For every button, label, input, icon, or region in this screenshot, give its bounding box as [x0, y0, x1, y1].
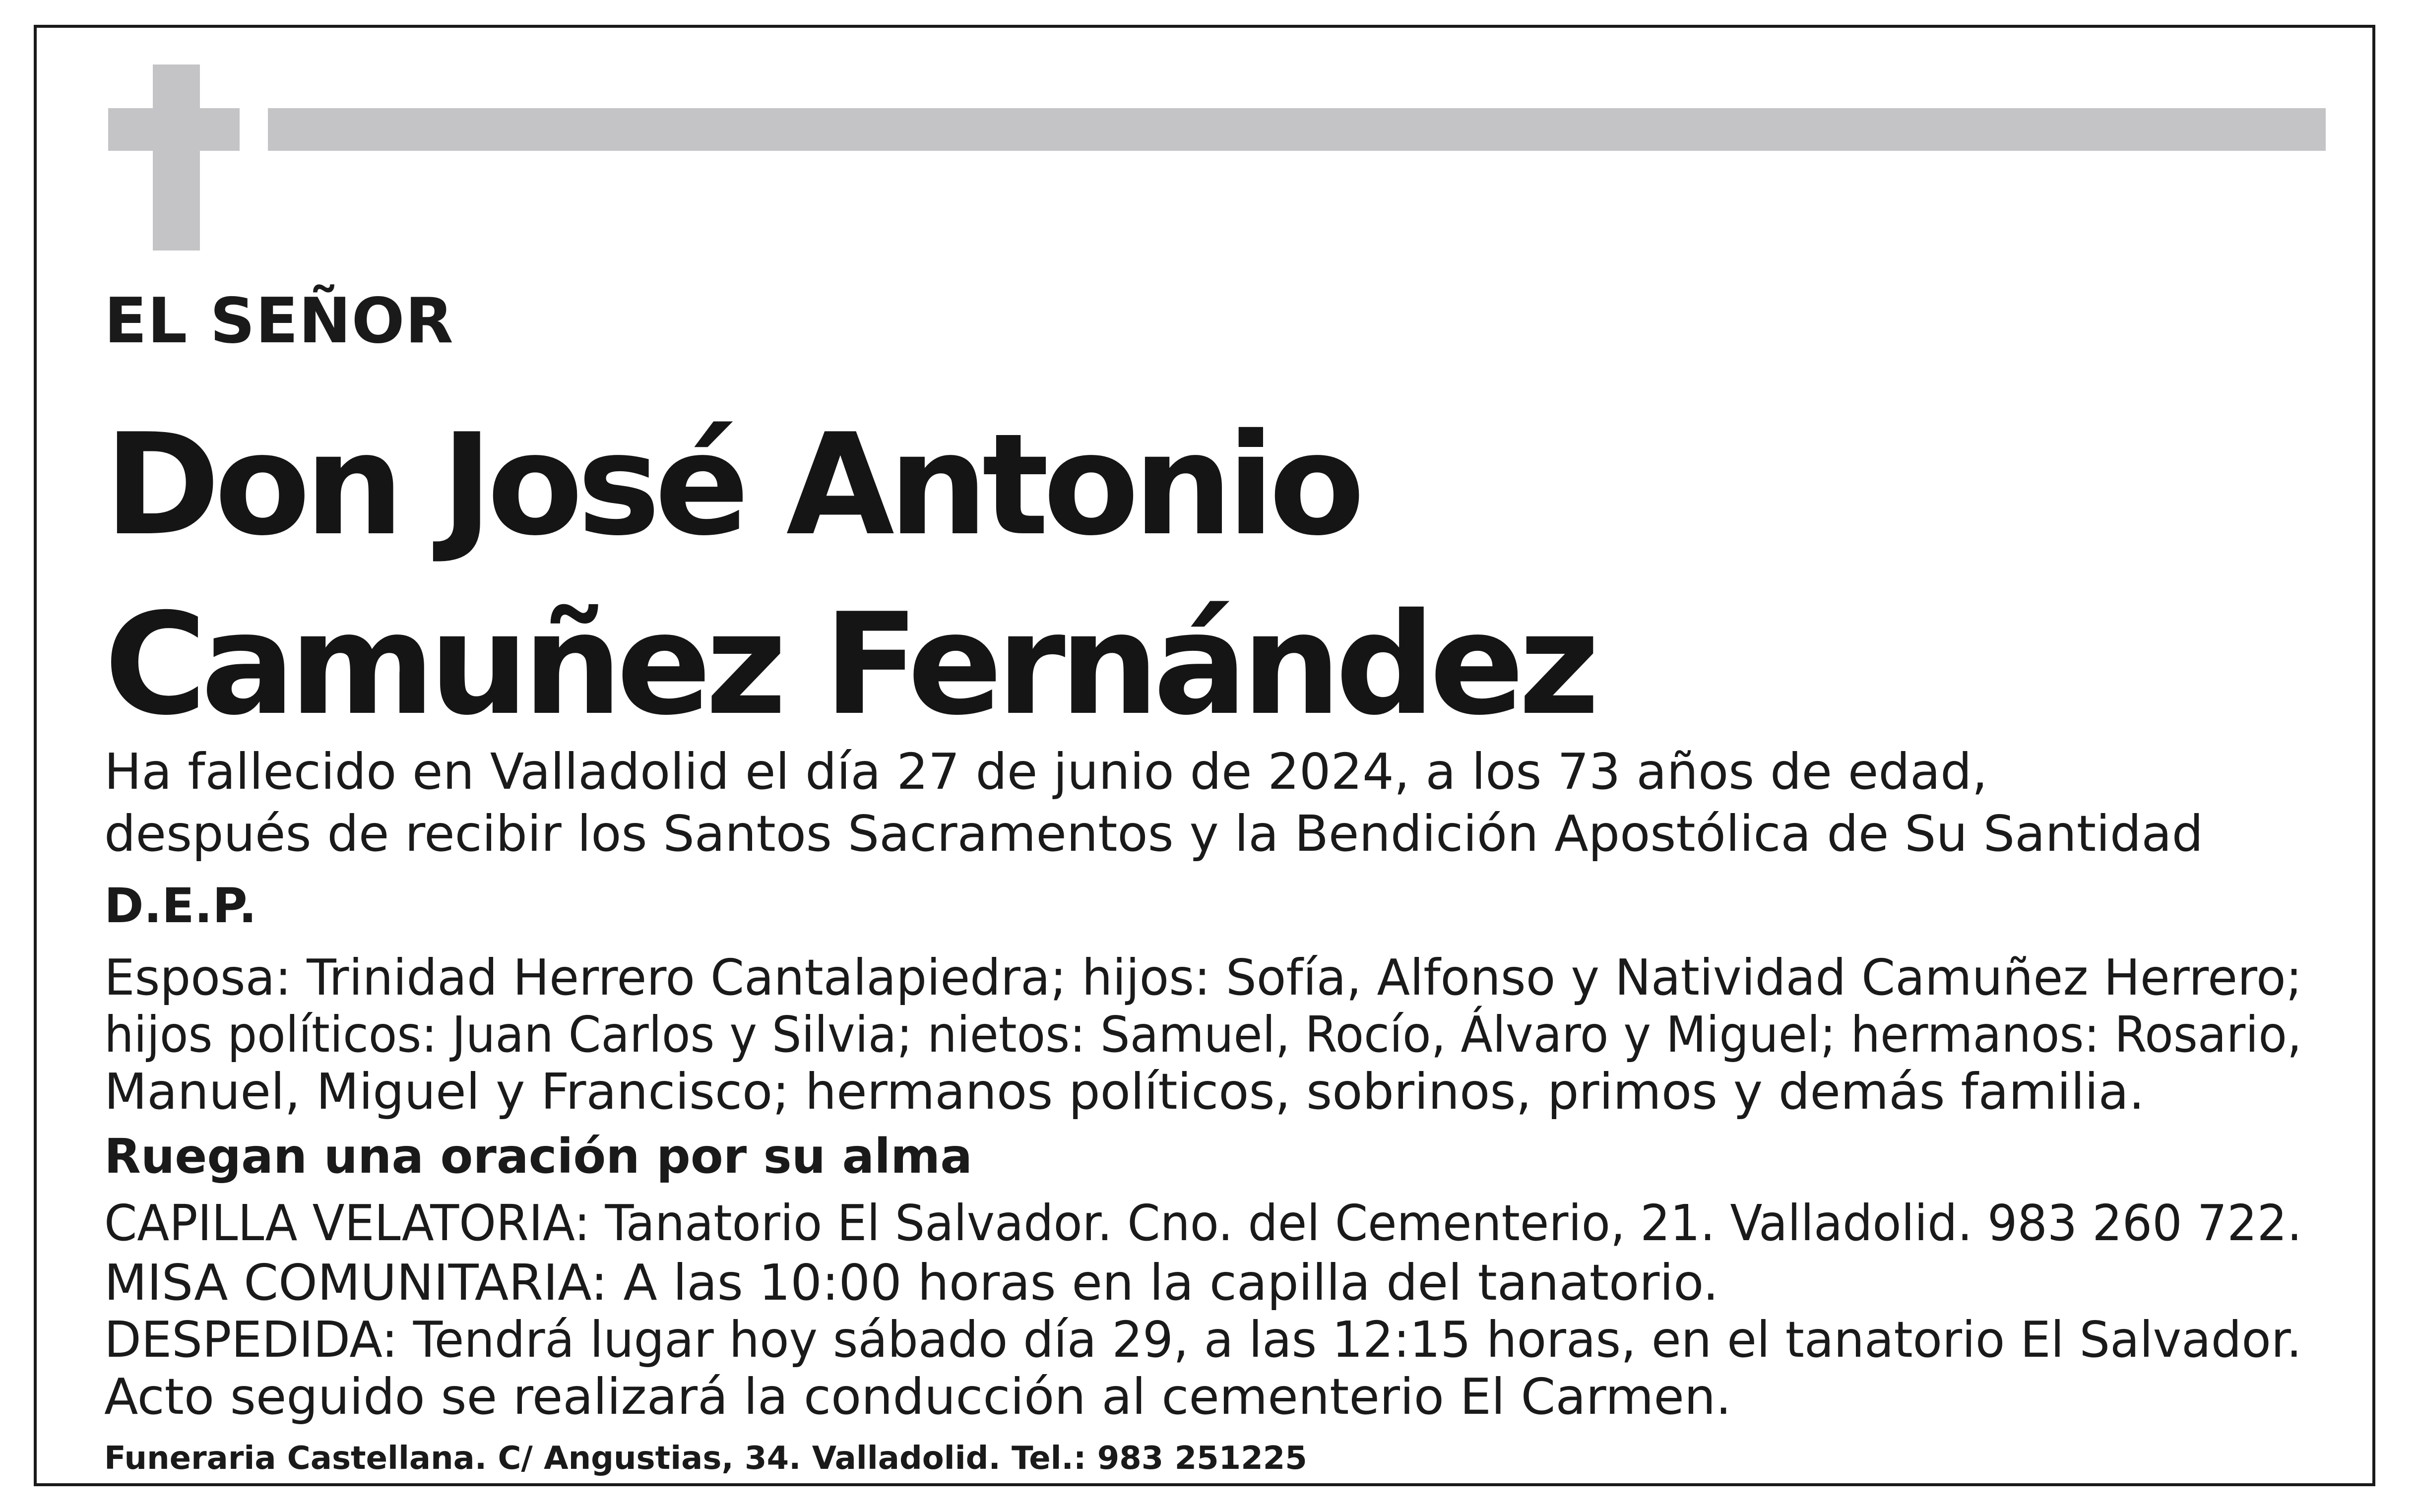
farewell-info-line-1: DESPEDIDA: Tendrá lugar hoy sábado día 29, a las 12:15 horas, en el tanatorio El Salvador.: [104, 1311, 2302, 1369]
family-line-3: Manuel, Miguel y Francisco; hermanos políticos, sobrinos, primos y demás familia.: [104, 1063, 2145, 1121]
deceased-name-line-2: Camuñez Fernández: [104, 583, 1594, 746]
rip-label: D.E.P.: [104, 878, 257, 934]
deceased-name-line-1: Don José Antonio: [104, 403, 1359, 567]
header-bar: [268, 108, 2326, 151]
death-info-line-1: Ha fallecido en Valladolid el día 27 de junio de 2024, a los 73 años de edad,: [104, 743, 1988, 801]
mass-info: MISA COMUNITARIA: A las 10:00 horas en la capilla del tanatorio.: [104, 1254, 1719, 1312]
cross-icon-horizontal: [108, 108, 240, 151]
cross-icon-vertical: [153, 64, 200, 251]
family-line-1: Esposa: Trinidad Herrero Cantalapiedra; hijos: Sofía, Alfonso y Natividad Camuñez Herrero;: [104, 948, 2302, 1007]
prayer-request: Ruegan una oración por su alma: [104, 1129, 972, 1184]
funeral-home-footer: Funeraria Castellana. C/ Angustias, 34. Valladolid. Tel.: 983 251225: [104, 1440, 1307, 1477]
death-info-line-2: después de recibir los Santos Sacramentos y la Bendición Apostólica de Su Santidad: [104, 805, 2204, 863]
chapel-info: CAPILLA VELATORIA: Tanatorio El Salvador. Cno. del Cementerio, 21. Valladolid. 983 260 722.: [104, 1194, 2302, 1252]
family-line-2: hijos políticos: Juan Carlos y Silvia; nietos: Samuel, Rocío, Álvaro y Miguel; hermanos: Rosario,: [104, 1006, 2302, 1064]
farewell-info-line-2: Acto seguido se realizará la conducción al cementerio El Carmen.: [104, 1368, 1732, 1426]
title-prefix: EL SEÑOR: [104, 284, 454, 357]
